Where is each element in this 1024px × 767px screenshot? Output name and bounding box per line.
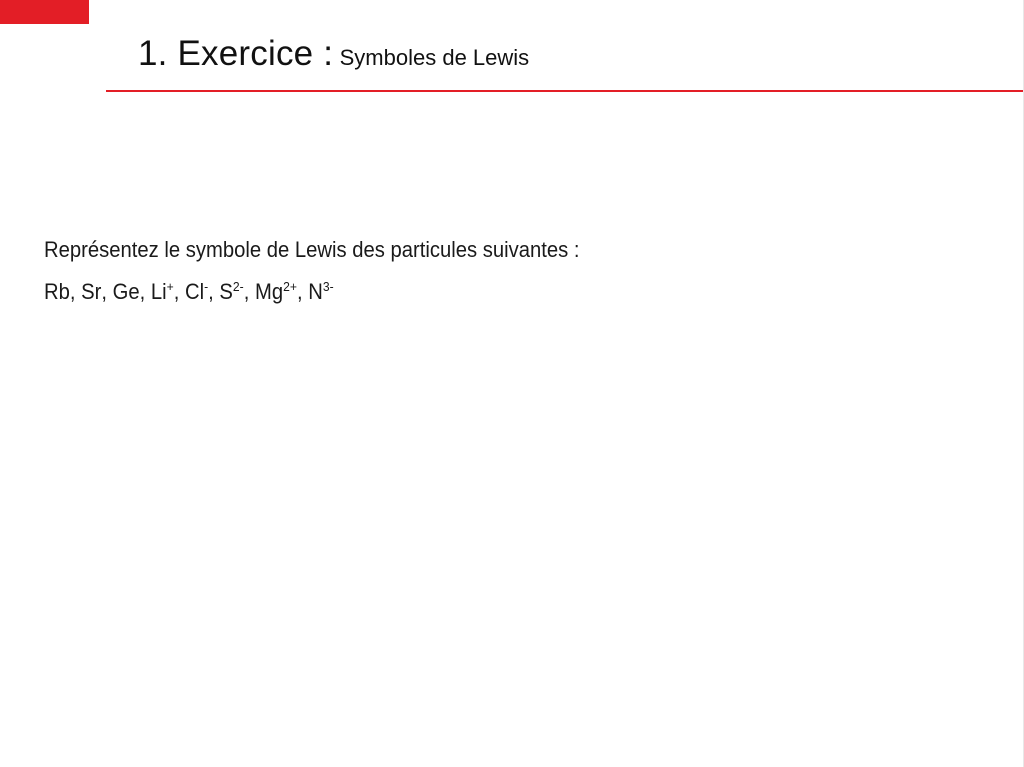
- particle-symbol: S: [219, 279, 233, 304]
- particle-symbol: Cl: [184, 279, 205, 304]
- particle-ge: [113, 279, 140, 304]
- particle-mg: [255, 279, 297, 304]
- particle-charge: 2-: [232, 279, 244, 295]
- title-subtitle: Symboles de Lewis: [339, 45, 530, 70]
- particle-charge: +: [166, 279, 174, 295]
- particle-list: Rb, Sr, Ge, Li+, Cl-, $S^{2-}$, $Mg^{2+}$, $N^{3-}$: [44, 279, 334, 304]
- slide-title: [138, 34, 529, 74]
- title-underline: [106, 90, 1024, 92]
- particle-charge: 3-: [322, 279, 334, 295]
- particle-rb: [44, 279, 70, 304]
- instruction-text: Représentez le symbole de Lewis des particules suivantes :: [44, 237, 580, 262]
- particle-charge: -: [204, 279, 209, 295]
- particle-n: [308, 279, 333, 304]
- exercise-body: [44, 229, 580, 313]
- particle-symbol: Rb: [44, 279, 70, 304]
- particle-li: [151, 279, 174, 304]
- particle-symbol: N: [308, 279, 323, 304]
- particle-charge: 2+: [283, 279, 297, 295]
- particle-symbol: Ge: [112, 279, 140, 304]
- particle-symbol: Mg: [254, 279, 284, 304]
- particle-symbol: Sr: [81, 279, 102, 304]
- particle-symbol: Li: [150, 279, 167, 304]
- title-main: 1. Exercice :: [138, 34, 334, 73]
- particle-sr: [81, 279, 101, 304]
- particle-cl: [185, 279, 208, 304]
- corner-accent-bar: [0, 0, 89, 24]
- particle-s: [219, 279, 243, 304]
